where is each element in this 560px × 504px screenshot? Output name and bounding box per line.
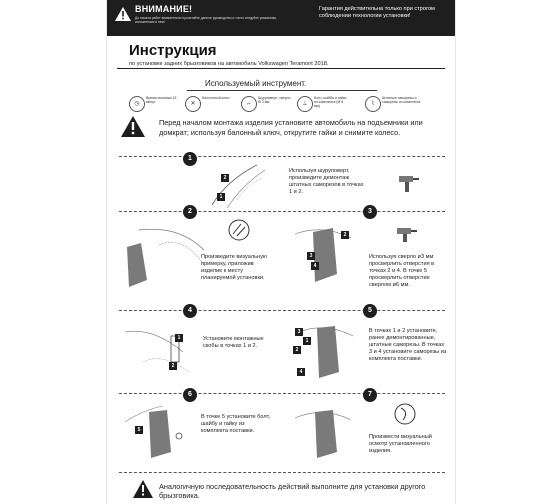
point-tag: 5 (135, 426, 143, 434)
step-number: 5 (363, 304, 377, 318)
point-tag: 3 (307, 252, 315, 260)
warranty-note: Гарантия действительна только при строгом соблюдении технологии установки! (319, 6, 435, 19)
drill-icon (397, 170, 421, 194)
point-tag: 1 (175, 334, 183, 342)
footer-note: Аналогичную последовательность действий выполните для установки другого брызговика. (159, 482, 426, 500)
point-tag: 2 (169, 362, 177, 370)
step-number: 1 (183, 152, 197, 166)
warning-icon (115, 7, 131, 21)
point-tag: 2 (293, 346, 301, 354)
point-tag: 4 (297, 368, 305, 376)
point-tag: 4 (311, 262, 319, 270)
wrench-icon: ✕ (185, 96, 201, 112)
step-text: В точке 5 установите болт, шайбу и гайку из комплекта поставки. (201, 414, 271, 434)
screw-icon: ⌇ (365, 96, 381, 112)
step-number: 7 (363, 388, 377, 402)
step-text: Произвести визуальный осмотр установленного изделия. (369, 434, 432, 454)
fitting-icon (227, 218, 251, 242)
step-number: 2 (183, 205, 197, 219)
step-text: Произведите визуальную примерку, приложив изделие к месту планируемой установки. (201, 254, 268, 281)
step-text: Используя шуруповерт, произведите демонтаж штатных саморезов в точках 1 и 2. (289, 168, 364, 195)
step-text: Установите монтажные скобы в точках 1 и 2. (203, 336, 264, 349)
step-number: 4 (183, 304, 197, 318)
point-tag: 2 (341, 231, 349, 239)
drill-icon: ⌐ (241, 96, 257, 112)
step6-illustration (123, 402, 189, 464)
point-tag: 1 (217, 193, 225, 201)
divider (119, 472, 445, 473)
instruction-sheet: ВНИМАНИЕ! До начала работ внимательно прочитайте данное руководство и точно следуйте указаниям, изложенным в нем! Гарантия действительна только при строгом соблюдении технологии установки! Инструкция по установке задних брызговиков на автомобиль Volkswagen Teramont 2018. Используемый инструмент. ◷ Время монтажа 15 минут ✕ Баллонный ключ ⌐ Шуруповерт, сверло Ø 3 мм ⊥ Болт, шайба и гайка из комплекта (Ø 6 мм) ⌇ Штатные саморезы и саморезы из комплекта Перед началом монтажа изделия установите автомобиль на подъемники или домкрат; используя балонный ключ, открутите гайки и снимите колесо. 1 2 1 Используя шуруповерт, произведите демонтаж штатных саморезов в точках 1 и 2. 2 Произведите визуальную примерку, приложив изделие к месту планируемой установки. 3 2 3 4 Используя сверло ø3 мм просверлить отверстия в точках 2 и 4. В точке 5 просверлить отверстие сверлом ø6 мм. 4 1 2 Установите монтажные скобы в точках 1 и 2. 5 3 1 2 4 В точках 1 и 2 установите, ранее демонтированные, штатные саморезы. В точках 3 и 4 установите саморезы из комплекта поставки. 6 5 В точке 5 установите болт, шайбу и гайку из комплекта поставки. 7 Произвести визуальный осмотр установленного изделия. Аналогичную последовательность действий выполните для установки другого брызговика. (106, 0, 456, 504)
clock-icon: ◷ (129, 96, 145, 112)
inspection-icon (393, 402, 417, 426)
point-tag: 2 (221, 174, 229, 182)
step-number: 6 (183, 388, 197, 402)
notice-text: Перед началом монтажа изделия установите автомобиль на подъемники или домкрат; используя балонный ключ, открутите гайки и снимите колесо. (159, 118, 423, 137)
warning-header (107, 0, 455, 36)
point-tag: 1 (303, 337, 311, 345)
drill-icon (395, 222, 419, 244)
point-tag: 3 (295, 328, 303, 336)
step1-illustration (207, 160, 267, 210)
divider (119, 310, 445, 311)
step-text: В точках 1 и 2 установите, ранее демонтированные, штатные саморезы. В точках 3 и 4 установите саморезы из комплекта поставки. (369, 328, 447, 362)
tools-underline (187, 90, 377, 91)
page-subtitle: по установке задних брызговиков на автомобиль Volkswagen Teramont 2018. (129, 61, 329, 67)
step5-illustration (295, 320, 355, 390)
step7-illustration (293, 404, 353, 464)
caution-icon (121, 116, 145, 137)
title-underline (117, 68, 445, 69)
divider (119, 156, 445, 157)
divider (119, 393, 445, 394)
page-title: Инструкция (129, 42, 217, 59)
step-number: 3 (363, 205, 377, 219)
step-text: Используя сверло ø3 мм просверлить отверстия в точках 2 и 4. В точке 5 просверлить отверстие сверлом ø6 мм. (369, 254, 435, 288)
bolt-icon: ⊥ (297, 96, 313, 112)
divider (119, 211, 445, 212)
step4-illustration (123, 322, 193, 382)
warning-title: ВНИМАНИЕ! (135, 4, 193, 14)
warning-note: До начала работ внимательно прочитайте данное руководство и точно следуйте указаниям, изложенным в нем! (135, 16, 277, 24)
tools-heading: Используемый инструмент. (205, 79, 307, 88)
caution-icon (133, 480, 153, 498)
